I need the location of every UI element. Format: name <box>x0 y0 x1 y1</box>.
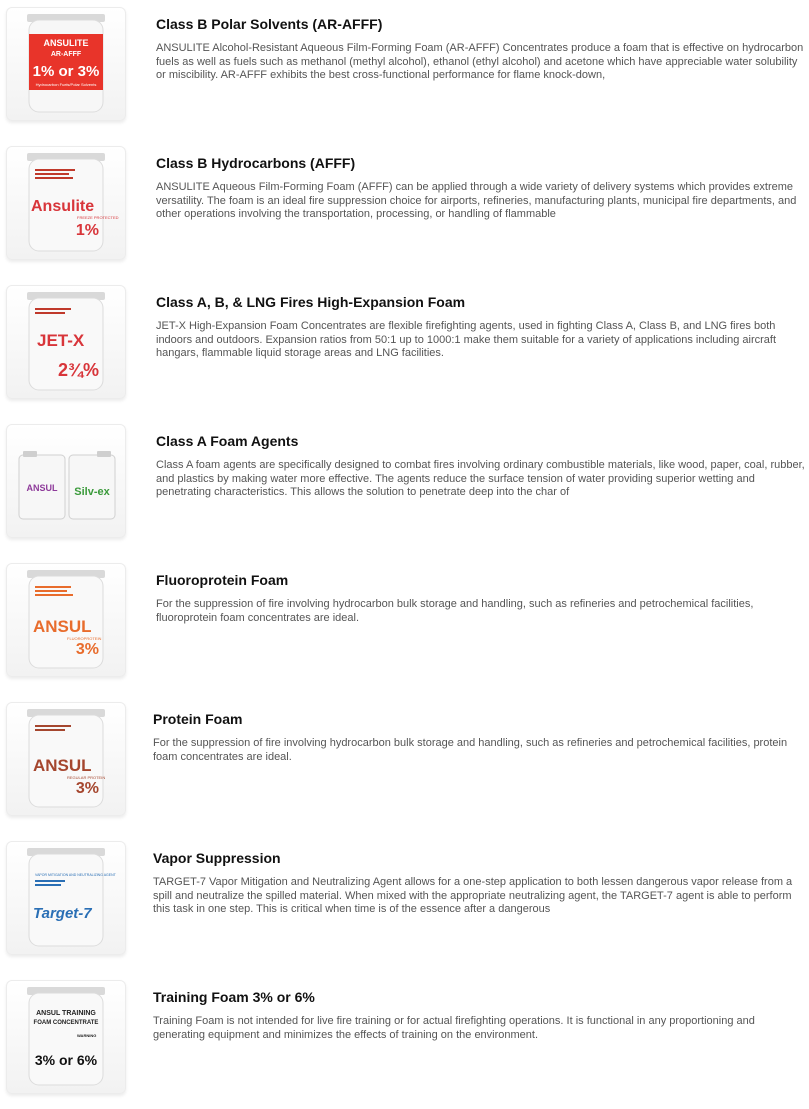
product-image-link[interactable] <box>6 424 126 538</box>
product-description: JET-X High-Expansion Foam Concentrates are flexible firefighting agents, used in fighting Class A, Class B, and LNG fires both indoors and outdoors. Expansion ratios from 50:1 up to 1000:1 make them suitable for a variety of applications including aircraft hangars, flammable liquid storage areas and LNG facilities. <box>156 320 777 359</box>
product-title[interactable]: Protein Foam <box>153 711 243 727</box>
line-label: FLUOROPROTEIN <box>67 636 102 641</box>
brand-label: ANSUL TRAINING <box>36 1010 96 1017</box>
concentration-label: 1% or 3% <box>32 63 100 80</box>
product-title[interactable]: Training Foam 3% or 6% <box>153 989 315 1005</box>
class-a-foam-containers-icon <box>7 425 125 537</box>
product-image-link[interactable] <box>6 563 126 677</box>
brand-label: JET-X <box>37 331 85 350</box>
concentration-label: 1% <box>75 222 99 239</box>
line-label: FREEZE PROTECTED <box>77 215 119 220</box>
product-image-link[interactable] <box>6 285 126 399</box>
brand-label: ANSUL <box>33 617 92 636</box>
product-title[interactable]: Fluoroprotein Foam <box>156 572 289 588</box>
product-item-afff <box>0 139 809 259</box>
brand-label: Target-7 <box>33 905 92 922</box>
concentration-label: 2¾% <box>57 360 99 380</box>
ansul-training-foam-pail-icon <box>7 981 125 1093</box>
product-description: ANSULITE Alcohol-Resistant Aqueous Film-Forming Foam (AR-AFFF) Concentrates produce a foam that is effective on hydrocarbon fuels as well as fuels such as methanol (methyl alcohol), ethanol (ethyl alcohol) and acetone which have appreciable water solubility or miscibility. AR-AFFF exhibits the best cross-functional performance for flame knock-down, <box>156 42 804 81</box>
product-item-ar-afff <box>0 0 809 120</box>
concentration-label: 3% <box>75 641 99 658</box>
product-description: For the suppression of fire involving hydrocarbon bulk storage and handling, such as refineries and petrochemical facilities, protein foam concentrates are ideal. <box>153 737 788 763</box>
product-image-link[interactable] <box>6 146 126 260</box>
product-title[interactable]: Vapor Suppression <box>153 850 281 866</box>
concentration-label: 3% <box>75 780 99 797</box>
ansul-fluoroprotein-pail-icon <box>7 564 125 676</box>
brand2-label: Silv-ex <box>74 486 110 498</box>
product-item-jet-x <box>0 278 809 398</box>
product-item-protein <box>0 695 809 815</box>
product-image-link[interactable] <box>6 841 126 955</box>
line-label: REGULAR PROTEIN <box>67 775 106 780</box>
product-image-link[interactable] <box>6 7 126 121</box>
brand-label: ANSULITE <box>43 38 89 48</box>
concentration-label: 3% or 6% <box>34 1052 98 1068</box>
brand-label: ANSUL <box>26 483 58 493</box>
product-title[interactable]: Class B Hydrocarbons (AFFF) <box>156 155 356 171</box>
product-description: TARGET-7 Vapor Mitigation and Neutralizing Agent allows for a one-step application to both lessen dangerous vapor release from a spill and neutralize the spilled material. When mixed with the appropriate neutralizing agent, the TARGET-7 agent is able to perform this task in one step. This is critical when time is of the essence after a dangerous <box>153 876 793 915</box>
product-description: For the suppression of fire involving hydrocarbon bulk storage and handling, such as refineries and petrochemical facilities, fluoroprotein foam concentrates are ideal. <box>156 598 754 624</box>
product-title[interactable]: Class A Foam Agents <box>156 433 299 449</box>
line-label: AR-AFFF <box>50 51 82 58</box>
brand-label: ANSUL <box>33 756 92 775</box>
product-item-class-a <box>0 417 809 537</box>
ansulite-afff-pail-icon <box>7 147 125 259</box>
line-label: FOAM CONCENTRATE <box>33 1020 99 1026</box>
jet-x-pail-icon <box>7 286 125 398</box>
fine-print: Hydrocarbon Fuels/Polar Solvents <box>35 82 97 87</box>
product-description: ANSULITE Aqueous Film-Forming Foam (AFFF) can be applied through a wide variety of delivery systems which provides extreme versatility. The foam is an ideal fire suppression choice for airports, refineries, manufacturing plants, municipal fire departments, and other operations involving the transportation, processing, or handling of flammable <box>156 181 797 220</box>
ansul-protein-pail-icon <box>7 703 125 815</box>
product-description: Class A foam agents are specifically designed to combat fires involving ordinary combustible materials, like wood, paper, coal, rubber, and plastics by making water more effective. The agents reduce the surface tension of water providing superior wetting and penetrating characteristics. This allows the solution to penetrate deep into the char of <box>156 459 805 498</box>
ansulite-ar-afff-pail-icon <box>7 8 125 120</box>
target-7-pail-icon <box>7 842 125 954</box>
product-title[interactable]: Class B Polar Solvents (AR-AFFF) <box>156 16 383 32</box>
brand-label: Ansulite <box>31 198 95 215</box>
warning-label: WARNING <box>77 1033 97 1038</box>
product-image-link[interactable] <box>6 980 126 1094</box>
product-image-link[interactable] <box>6 702 126 816</box>
product-description: Training Foam is not intended for live fire training or for actual firefighting operations. It is functional in any proportioning and generating equipment and minimizes the effects of training on the environment. <box>153 1015 755 1041</box>
fine-print: VAPOR MITIGATION AND NEUTRALIZING AGENT <box>35 873 116 877</box>
product-item-training-foam <box>0 973 809 1093</box>
product-item-vapor-suppression <box>0 834 809 954</box>
product-item-fluoroprotein <box>0 556 809 676</box>
product-title[interactable]: Class A, B, & LNG Fires High-Expansion Foam <box>156 294 466 310</box>
